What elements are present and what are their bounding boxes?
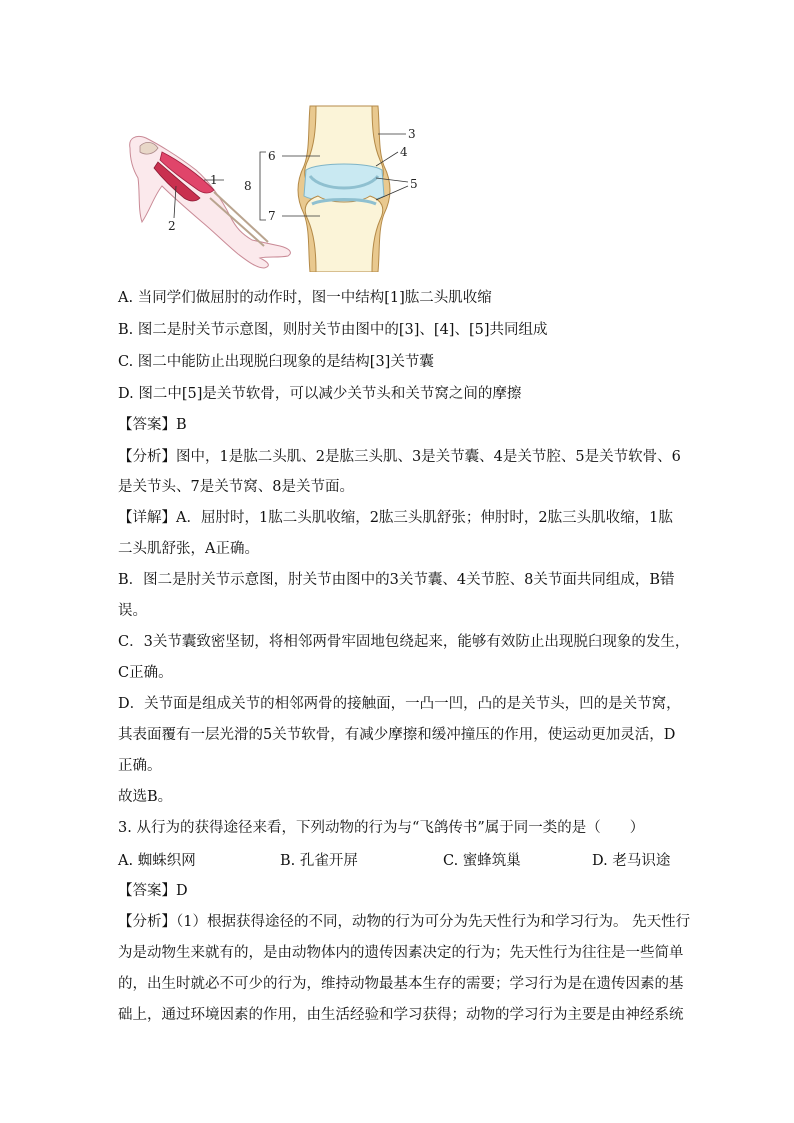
analysis-3-line-4: 础上，通过环境因素的作用，由生活经验和学习获得；动物的学习行为主要是由神经系统 [118, 1007, 684, 1023]
detail-d-line-2: 其表面覆有一层光滑的5关节软骨，有减少摩擦和缓冲撞压的作用，使运动更加灵活，D [118, 727, 676, 743]
joint-label-3: 3 [408, 127, 416, 141]
q3-option-b[interactable]: B. 孔雀开屏 [280, 853, 358, 869]
anatomy-figure [118, 100, 448, 272]
prev-option-a: A. 当同学们做屈肘的动作时，图一中结构[1]肱二头肌收缩 [118, 290, 492, 306]
detail-c-line-2: C正确。 [118, 665, 173, 681]
analysis-3-line-2: 为是动物生来就有的，是由动物体内的遗传因素决定的行为；先天性行为往往是一些简单 [118, 945, 684, 961]
prev-option-c: C. 图二中能防止出现脱臼现象的是结构[3]关节囊 [118, 354, 434, 370]
conclusion-1: 故选B。 [118, 789, 173, 805]
detail-d-line-1: D．关节面是组成关节的相邻两骨的接触面，一凸一凹，凸的是关节头，凹的是关节窝， [118, 696, 681, 712]
detail-a-line-2: 二头肌舒张，A正确。 [118, 541, 259, 557]
joint-label-6: 6 [268, 149, 276, 163]
detail-b-line-2: 误。 [118, 603, 147, 619]
figure-svg [118, 100, 448, 272]
question-3-options [118, 849, 678, 871]
analysis-1-line-1: 【分析】图中，1是肱二头肌、2是肱三头肌、3是关节囊、4是关节腔、5是关节软骨、6 [118, 449, 681, 465]
analysis-3-line-3: 的，出生时就必不可少的行为，维持动物最基本生存的需要；学习行为是在遗传因素的基 [118, 976, 684, 992]
joint-label-5: 5 [410, 177, 418, 191]
q3-option-c[interactable]: C. 蜜蜂筑巢 [443, 853, 521, 869]
arm-diagram [130, 136, 291, 268]
q3-option-a[interactable]: A. 蜘蛛织网 [118, 853, 196, 869]
analysis-3-line-1: 【分析】（1）根据获得途径的不同，动物的行为可分为先天性行为和学习行为。 先天性行 [118, 914, 691, 930]
arm-label-2: 2 [168, 219, 176, 233]
joint-label-4: 4 [400, 145, 408, 159]
detail-d-line-3: 正确。 [118, 758, 162, 774]
question-3-stem: 3. 从行为的获得途径来看，下列动物的行为与“飞鸽传书”属于同一类的是（ ） [118, 820, 645, 836]
q3-option-d[interactable]: D. 老马识途 [592, 853, 671, 869]
answer-1: 【答案】B [118, 417, 187, 433]
detail-b-line-1: B．图二是肘关节示意图，肘关节由图中的3关节囊、4关节腔、8关节面共同组成，B错 [118, 572, 675, 588]
joint-label-7: 7 [268, 209, 276, 223]
answer-3: 【答案】D [118, 883, 188, 899]
detail-a-line-1: 【详解】A．屈肘时，1肱二头肌收缩，2肱三头肌舒张；伸肘时，2肱三头肌收缩，1肱 [118, 510, 673, 526]
joint-label-8: 8 [244, 179, 252, 193]
analysis-1-line-2: 是关节头、7是关节窝、8是关节面。 [118, 479, 354, 495]
arm-label-1: 1 [210, 173, 218, 187]
prev-option-d: D. 图二中[5]是关节软骨，可以减少关节头和关节窝之间的摩擦 [118, 386, 522, 402]
detail-c-line-1: C．3关节囊致密坚韧，将相邻两骨牢固地包绕起来，能够有效防止出现脱臼现象的发生， [118, 634, 690, 650]
prev-option-b: B. 图二是肘关节示意图，则肘关节由图中的[3]、[4]、[5]共同组成 [118, 322, 548, 338]
